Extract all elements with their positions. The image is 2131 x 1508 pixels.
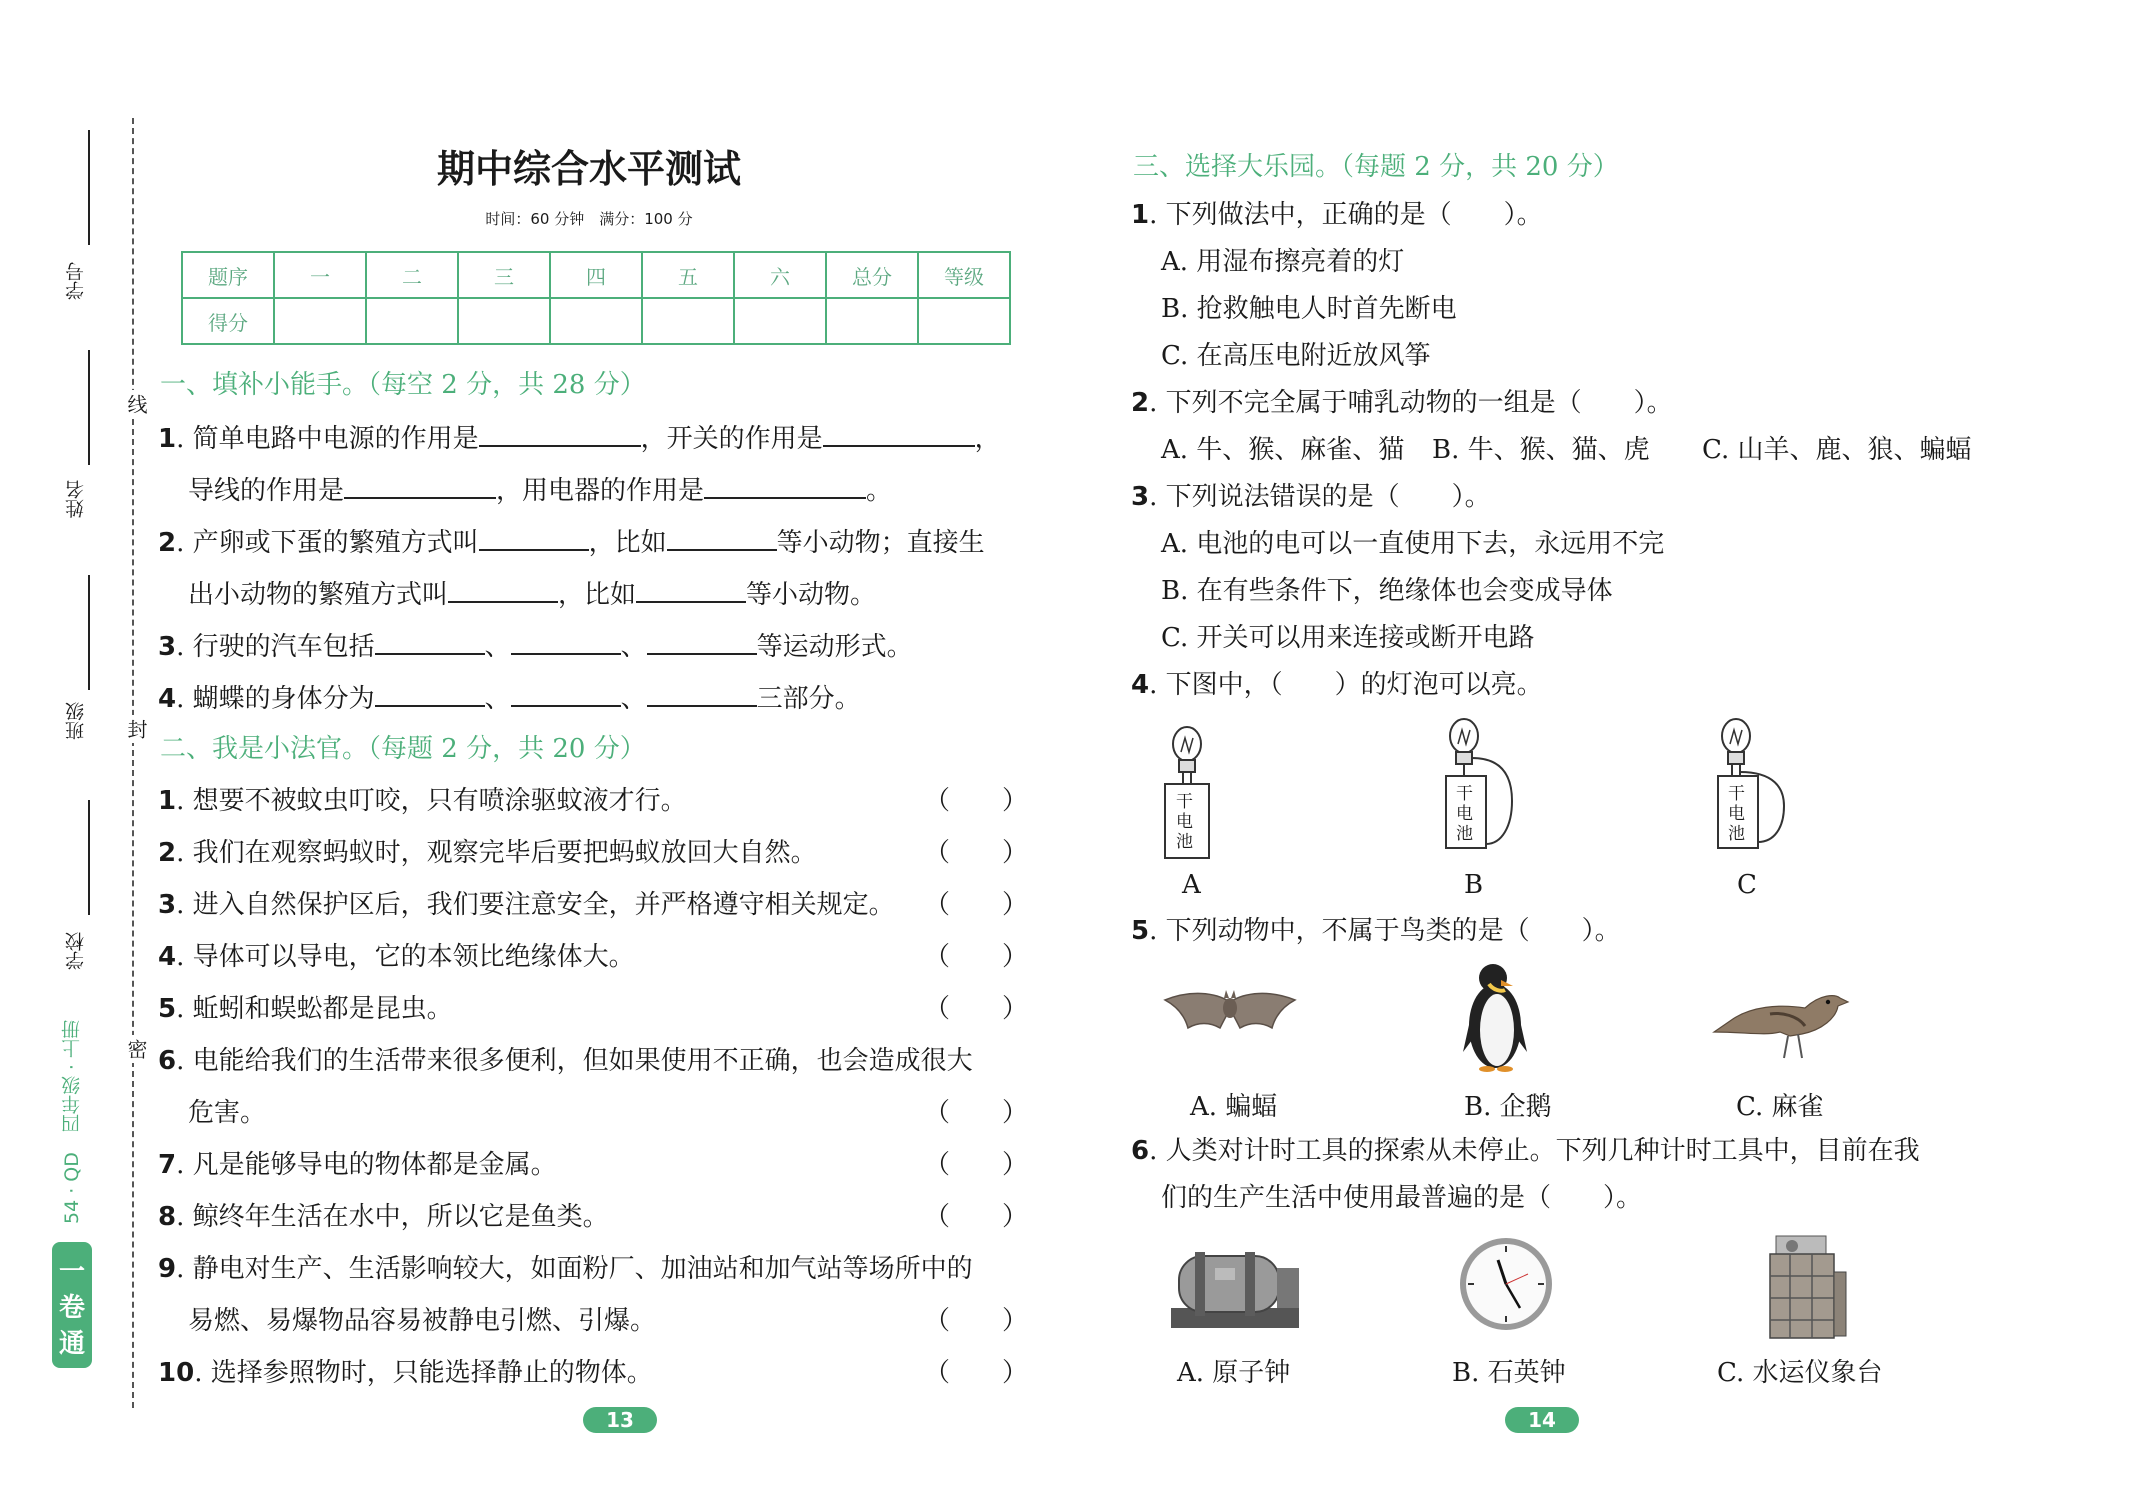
s3-q1-option-a[interactable]: A. 用湿布擦亮着的灯 [1161, 247, 1405, 277]
s2-item: 5. 蚯蚓和蜈蚣都是昆虫。 [158, 994, 453, 1024]
question-number: 5 [1131, 916, 1150, 946]
text: 等小动物；直接生 [776, 528, 985, 558]
question-number: 4 [1131, 670, 1150, 700]
answer-blank[interactable] [448, 579, 558, 603]
s2-item: 7. 凡是能够导电的物体都是金属。 [158, 1150, 557, 1180]
judgement-paren[interactable]: （ ） [924, 1202, 1029, 1232]
question-number: 7 [158, 1150, 177, 1180]
answer-blank[interactable] [344, 475, 496, 499]
s3-q5-option-b[interactable]: B. 企鹅 [1464, 1092, 1552, 1122]
question-number: 1 [158, 424, 177, 454]
question-number: 10 [158, 1358, 195, 1388]
answer-blank[interactable] [375, 631, 485, 655]
judgement-paren[interactable]: （ ） [924, 1098, 1029, 1128]
s2-item-cont: 危害。 [188, 1098, 267, 1128]
s2-item: 4. 导体可以导电，它的本领比绝缘体大。 [158, 942, 635, 972]
question-number: 9 [158, 1254, 177, 1284]
s3-q2-option-c[interactable]: C. 山羊、鹿、狼、蝙蝠 [1702, 435, 1972, 465]
circuit-c-figure [1704, 716, 1794, 856]
fold-char-line: 线 [122, 390, 151, 418]
text: ，用电器的作用是 [496, 476, 705, 506]
s2-item: 2. 我们在观察蚂蚁时，观察完毕后要把蚂蚁放回大自然。 [158, 838, 817, 868]
question-number: 2 [158, 838, 177, 868]
battery-label-b: 干电池 [1456, 784, 1473, 844]
s3-q5-stem: 5. 下列动物中，不属于鸟类的是（ ）。 [1131, 916, 1621, 946]
svg-text:一: 一 [58, 1257, 86, 1287]
judgement-paren[interactable]: （ ） [924, 838, 1029, 868]
sparrow-image [1710, 966, 1850, 1066]
question-number: 1 [1131, 200, 1150, 230]
judgement-paren[interactable]: （ ） [924, 890, 1029, 920]
class-label: 班级 [65, 702, 87, 740]
s1-q1-line1: 1. 简单电路中电源的作用是 ，开关的作用是 ， [158, 424, 1001, 454]
score-input-cell[interactable] [826, 298, 918, 344]
stem-text: 下列动物中，不属于鸟类的是（ ）。 [1165, 916, 1621, 946]
name-label: 姓名 [65, 480, 87, 518]
question-number: 3 [1131, 482, 1150, 512]
s3-q6-option-b[interactable]: B. 石英钟 [1452, 1358, 1566, 1388]
s3-q1-stem: 1. 下列做法中，正确的是（ ）。 [1131, 200, 1543, 230]
text: 。 [866, 476, 893, 506]
score-cell: 等级 [918, 252, 1010, 298]
section3-heading [1133, 146, 1619, 183]
penguin-image [1455, 956, 1535, 1076]
page-title: 期中综合水平测试 [436, 147, 741, 191]
school-line [88, 800, 90, 915]
s3-q2-stem: 2. 下列不完全属于哺乳动物的一组是（ ）。 [1131, 388, 1673, 418]
score-cell: 题序 [182, 252, 274, 298]
score-table [181, 251, 1011, 345]
section3-points: （每题 2 分，共 20 分） [1341, 152, 1619, 182]
right-page-number: 14 [1505, 1407, 1579, 1433]
section1-title: 一、填补小能手。 [160, 370, 369, 400]
s3-q5-option-a[interactable]: A. 蝙蝠 [1190, 1092, 1278, 1122]
text: 、 [620, 632, 647, 662]
score-row-label: 得分 [182, 298, 274, 344]
fold-char-secret: 密 [122, 1035, 151, 1063]
s3-q3-option-a[interactable]: A. 电池的电可以一直使用下去，永远用不完 [1161, 529, 1665, 559]
s1-q1-line2 [188, 470, 892, 507]
statement-text: 想要不被蚊虫叮咬，只有喷涂驱蚊液才行。 [192, 786, 687, 816]
s1-q4-line: 4. 蝴蝶的身体分为 、 、 三部分。 [158, 684, 861, 714]
s3-q6-option-a[interactable]: A. 原子钟 [1177, 1358, 1291, 1388]
text: ，开关的作用是 [640, 424, 823, 454]
s3-q2-option-b[interactable]: B. 牛、猴、猫、虎 [1432, 435, 1650, 465]
battery-label-c: 干电池 [1728, 784, 1745, 844]
s2-item: 6. 电能给我们的生活带来很多便利，但如果使用不正确，也会造成很大 [158, 1046, 973, 1076]
text: ，比如 [588, 528, 667, 558]
stem-text: 人类对计时工具的探索从未停止。下列几种计时工具中，目前在我 [1165, 1136, 1920, 1166]
svg-text:卷: 卷 [58, 1293, 86, 1323]
score-cell: 六 [734, 252, 826, 298]
text: 等小动物。 [746, 580, 877, 610]
section1-heading [160, 364, 646, 401]
text: 、 [484, 632, 511, 662]
score-cell: 三 [458, 252, 550, 298]
text: 、 [484, 684, 511, 714]
text: 等运动形式。 [756, 632, 913, 662]
score-input-cell[interactable] [366, 298, 458, 344]
text: 、 [620, 684, 647, 714]
s2-item: 8. 鲸终年生活在水中，所以它是鱼类。 [158, 1202, 609, 1232]
answer-blank[interactable] [667, 527, 777, 551]
svg-text:通: 通 [58, 1329, 86, 1359]
judgement-paren[interactable]: （ ） [924, 1306, 1029, 1336]
answer-blank[interactable] [647, 683, 757, 707]
text: 三部分。 [756, 684, 861, 714]
text: 导线的作用是 [188, 476, 345, 506]
score-input-cell[interactable] [550, 298, 642, 344]
brand-text: 54 · QD 四年级 · 上册 [61, 1020, 83, 1224]
answer-blank[interactable] [647, 631, 757, 655]
answer-blank[interactable] [511, 631, 621, 655]
bat-image [1160, 962, 1300, 1062]
section2-title: 二、我是小法官。 [160, 734, 369, 764]
s2-item: 1. 想要不被蚊虫叮咬，只有喷涂驱蚊液才行。 [158, 786, 687, 816]
question-number: 3 [158, 890, 177, 920]
text: ，比如 [558, 580, 637, 610]
s3-q3-option-c[interactable]: C. 开关可以用来连接或断开电路 [1161, 623, 1535, 653]
statement-text: 选择参照物时，只能选择静止的物体。 [210, 1358, 653, 1388]
statement-text: 进入自然保护区后，我们要注意安全，并严格遵守相关规定。 [192, 890, 895, 920]
text: 行驶的汽车包括 [192, 632, 375, 662]
atomic-clock-image [1165, 1238, 1305, 1334]
stem-text: 下列说法错误的是（ ）。 [1165, 482, 1491, 512]
score-input-cell[interactable] [458, 298, 550, 344]
statement-text: 静电对生产、生活影响较大，如面粉厂、加油站和加气站等场所中的 [192, 1254, 973, 1284]
quartz-clock-image [1456, 1234, 1556, 1334]
name-line [88, 350, 90, 465]
s2-item: 3. 进入自然保护区后，我们要注意安全，并严格遵守相关规定。 [158, 890, 895, 920]
page-subtitle: 时间：60 分钟 满分：100 分 [485, 210, 693, 228]
question-number: 2 [1131, 388, 1150, 418]
score-table-header-row [182, 252, 1010, 298]
section2-points: （每题 2 分，共 20 分） [368, 734, 646, 764]
s2-item-cont: 易燃、易爆物品容易被静电引燃、引爆。 [188, 1306, 657, 1336]
judgement-paren[interactable]: （ ） [924, 1150, 1029, 1180]
score-table-score-row [182, 298, 1010, 344]
section1-points: （每空 2 分，共 28 分） [368, 370, 646, 400]
score-cell: 四 [550, 252, 642, 298]
armillary-tower-image [1756, 1232, 1852, 1342]
score-cell: 五 [642, 252, 734, 298]
circuit-a-label[interactable]: A [1182, 870, 1201, 900]
circuit-b-figure [1432, 716, 1522, 856]
s3-q1-option-b[interactable]: B. 抢救触电人时首先断电 [1161, 294, 1457, 324]
question-number: 4 [158, 684, 177, 714]
stem-text: 下列做法中，正确的是（ ）。 [1165, 200, 1543, 230]
score-cell: 总分 [826, 252, 918, 298]
section2-heading [160, 728, 646, 765]
judgement-paren[interactable]: （ ） [924, 1358, 1029, 1388]
student-id-label: 学号 [65, 262, 87, 300]
score-cell: 二 [366, 252, 458, 298]
fold-dashed-line [132, 118, 134, 1408]
score-input-cell[interactable] [642, 298, 734, 344]
fold-char-seal: 封 [122, 715, 151, 743]
question-number: 3 [158, 632, 177, 662]
answer-blank[interactable] [704, 475, 866, 499]
score-input-cell[interactable] [734, 298, 826, 344]
question-number: 1 [158, 786, 177, 816]
s3-q3-option-b[interactable]: B. 在有些条件下，绝缘体也会变成导体 [1161, 576, 1613, 606]
s3-q6-stem: 6. 人类对计时工具的探索从未停止。下列几种计时工具中，目前在我 [1131, 1136, 1920, 1166]
s2-item: 9. 静电对生产、生活影响较大，如面粉厂、加油站和加气站等场所中的 [158, 1254, 973, 1284]
answer-blank[interactable] [823, 423, 975, 447]
score-cell: 一 [274, 252, 366, 298]
question-number: 8 [158, 1202, 177, 1232]
left-page-number: 13 [583, 1407, 657, 1433]
text: ， [974, 424, 1001, 454]
stem-text: 下图中，（ ）的灯泡可以亮。 [1165, 670, 1543, 700]
s1-q2-line1: 2. 产卵或下蛋的繁殖方式叫 ，比如 等小动物；直接生 [158, 528, 985, 558]
text: 蝴蝶的身体分为 [192, 684, 375, 714]
school-label: 学校 [65, 932, 87, 970]
question-number: 4 [158, 942, 177, 972]
s3-q6-stem-cont: 们的生产生活中使用最普遍的是（ ）。 [1161, 1183, 1643, 1213]
question-number: 6 [1131, 1136, 1150, 1166]
s1-q3-line: 3. 行驶的汽车包括 、 、 等运动形式。 [158, 632, 913, 662]
text: 出小动物的繁殖方式叫 [188, 580, 449, 610]
judgement-paren[interactable]: （ ） [924, 786, 1029, 816]
statement-text: 鲸终年生活在水中，所以它是鱼类。 [192, 1202, 609, 1232]
id-line [88, 130, 90, 245]
s3-q5-option-c[interactable]: C. 麻雀 [1736, 1092, 1824, 1122]
battery-label-a: 干电池 [1176, 792, 1193, 852]
brand-logo [50, 1240, 94, 1370]
text: 简单电路中电源的作用是 [192, 424, 479, 454]
question-number: 5 [158, 994, 177, 1024]
answer-blank[interactable] [375, 683, 485, 707]
circuit-b-label[interactable]: B [1464, 870, 1484, 900]
s3-q1-option-c[interactable]: C. 在高压电附近放风筝 [1161, 341, 1431, 371]
score-input-cell[interactable] [918, 298, 1010, 344]
question-number: 6 [158, 1046, 177, 1076]
question-number: 2 [158, 528, 177, 558]
score-input-cell[interactable] [274, 298, 366, 344]
s3-q4-stem: 4. 下图中，（ ）的灯泡可以亮。 [1131, 670, 1543, 700]
s2-item: 10. 选择参照物时，只能选择静止的物体。 [158, 1358, 653, 1388]
stem-text: 下列不完全属于哺乳动物的一组是（ ）。 [1165, 388, 1673, 418]
statement-text: 电能给我们的生活带来很多便利，但如果使用不正确，也会造成很大 [192, 1046, 973, 1076]
statement-text: 凡是能够导电的物体都是金属。 [192, 1150, 557, 1180]
answer-blank[interactable] [479, 423, 641, 447]
s3-q2-option-a[interactable]: A. 牛、猴、麻雀、猫 [1161, 435, 1405, 465]
answer-blank[interactable] [479, 527, 589, 551]
circuit-c-label[interactable]: C [1737, 870, 1757, 900]
s1-q2-line2 [188, 574, 876, 611]
section3-title: 三、选择大乐园。 [1133, 152, 1342, 182]
statement-text: 蚯蚓和蜈蚣都是昆虫。 [192, 994, 453, 1024]
answer-blank[interactable] [636, 579, 746, 603]
answer-blank[interactable] [511, 683, 621, 707]
text: 产卵或下蛋的繁殖方式叫 [192, 528, 479, 558]
judgement-paren[interactable]: （ ） [924, 994, 1029, 1024]
statement-text: 导体可以导电，它的本领比绝缘体大。 [192, 942, 635, 972]
statement-text: 我们在观察蚂蚁时，观察完毕后要把蚂蚁放回大自然。 [192, 838, 817, 868]
judgement-paren[interactable]: （ ） [924, 942, 1029, 972]
class-line [88, 575, 90, 690]
s3-q6-option-c[interactable]: C. 水运仪象台 [1717, 1358, 1883, 1388]
s3-q3-stem: 3. 下列说法错误的是（ ）。 [1131, 482, 1491, 512]
